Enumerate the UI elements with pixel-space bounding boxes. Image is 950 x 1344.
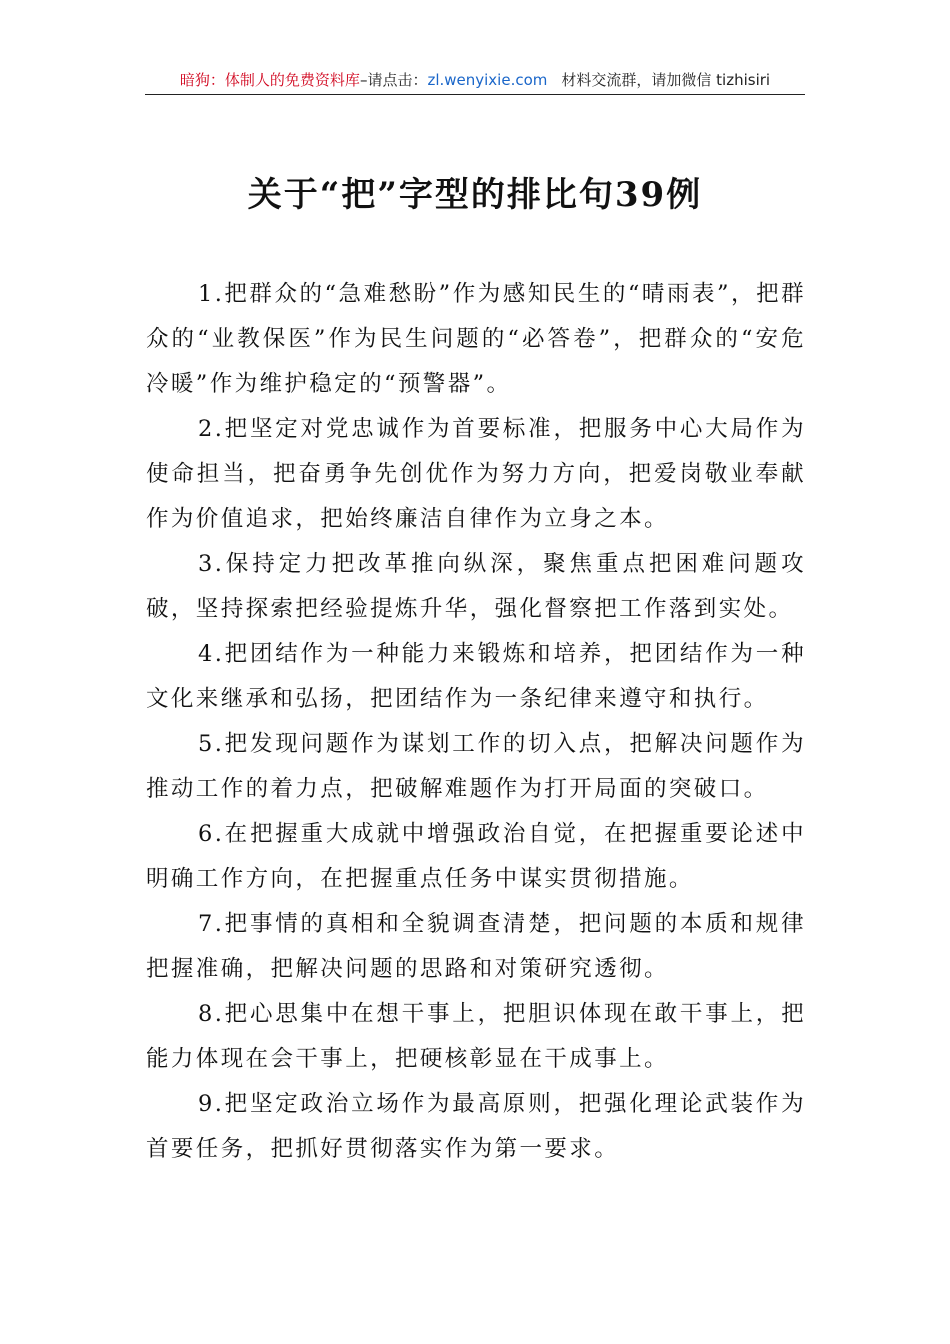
- paragraph-9: 9.把坚定政治立场作为最高原则，把强化理论武装作为首要任务，把抓好贯彻落实作为第一要求。: [146, 1091, 806, 1162]
- paragraph-8: 8.把心思集中在想干事上，把胆识体现在敢干事上，把能力体现在会干事上，把硬核彰显在干成事上。: [146, 1001, 806, 1072]
- paragraph-6: 6.在把握重大成就中增强政治自觉，在把握重要论述中明确工作方向，在把握重点任务中谋实贯彻措施。: [146, 821, 806, 892]
- document-body: [146, 272, 806, 1172]
- paragraph-3: 3.保持定力把改革推向纵深，聚焦重点把困难问题攻破，坚持探索把经验提炼升华，强化督察把工作落到实处。: [146, 551, 806, 622]
- header-site-name: 暗狗：体制人的免费资料库: [179, 71, 360, 89]
- paragraph-1: 1.把群众的“急难愁盼”作为感知民生的“晴雨表”，把群众的“业教保医”作为民生问题的“必答卷”，把群众的“安危冷暖”作为维护稳定的“预警器”。: [146, 281, 806, 397]
- header-url-link[interactable]: zl.wenyixie.com: [427, 71, 548, 89]
- header-wechat-note: 材料交流群，请加微信 tizhisiri: [561, 71, 771, 89]
- document-title: 关于“把”字型的排比句39例: [247, 175, 703, 215]
- paragraph-7: 7.把事情的真相和全貌调查清楚，把问题的本质和规律把握准确，把解决问题的思路和对策研究透彻。: [146, 911, 806, 982]
- paragraph-2: 2.把坚定对党忠诚作为首要标准，把服务中心大局作为使命担当，把奋勇争先创优作为努力方向，把爱岗敬业奉献作为价值追求，把始终廉洁自律作为立身之本。: [146, 416, 806, 532]
- paragraph-5: 5.把发现问题作为谋划工作的切入点，把解决问题作为推动工作的着力点，把破解难题作为打开局面的突破口。: [146, 731, 806, 802]
- page-header: [145, 66, 805, 95]
- paragraph-4: 4.把团结作为一种能力来锻炼和培养，把团结作为一种文化来继承和弘扬，把团结作为一条纪律来遵守和执行。: [146, 641, 806, 712]
- header-click-prompt: –请点击：: [359, 71, 428, 89]
